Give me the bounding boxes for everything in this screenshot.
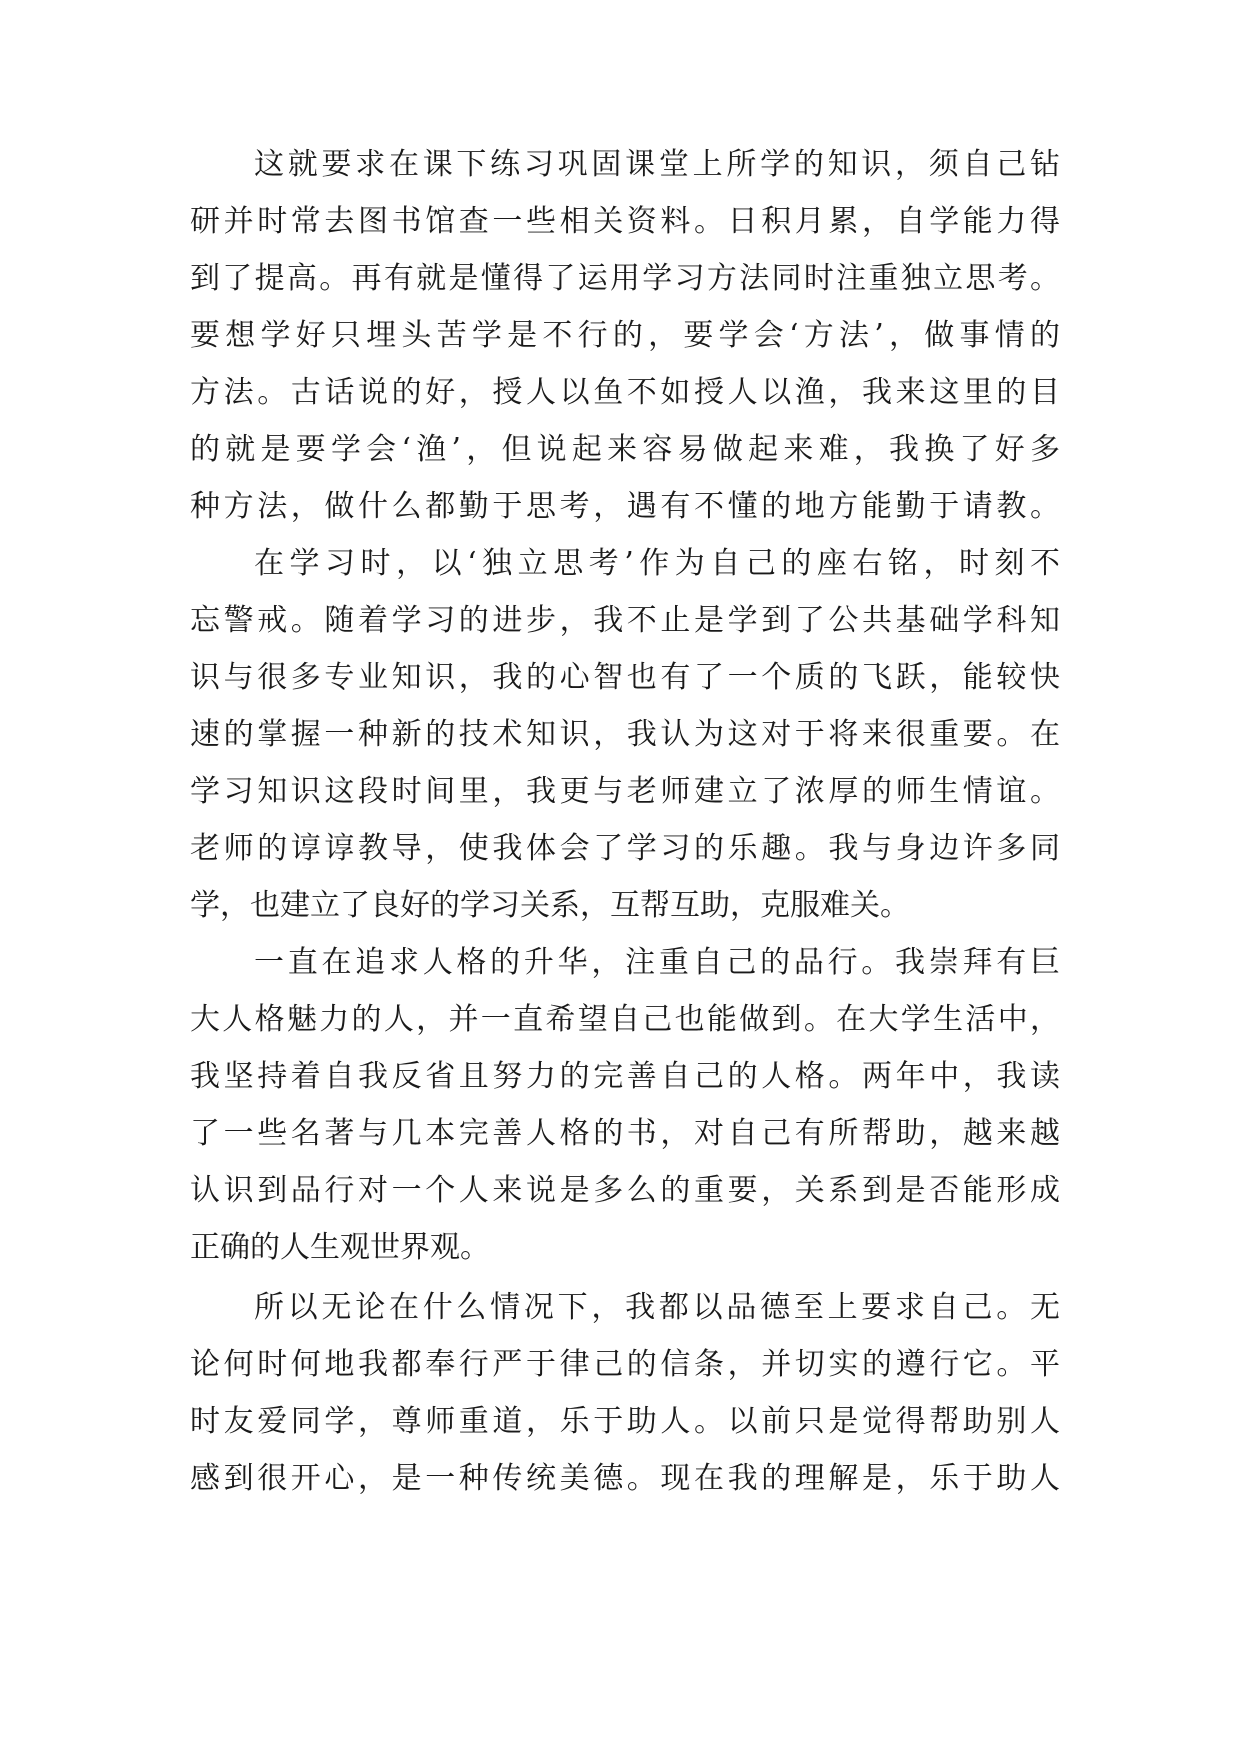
text-line: 认识到品行对一个人来说是多么的重要，关系到是否能形成 <box>190 1173 1060 1208</box>
text-line: 这就要求在课下练习巩固课堂上所学的知识，须自己钻 <box>254 147 1060 182</box>
text-line: 所以无论在什么情况下，我都以品德至上要求自己。无 <box>254 1290 1060 1325</box>
text-line: 的就是要学会‘渔’，但说起来容易做起来难，我换了好多 <box>190 432 1060 467</box>
text-line: 我坚持着自我反省且努力的完善自己的人格。两年中，我读 <box>190 1059 1060 1094</box>
text-line: 学习知识这段时间里，我更与老师建立了浓厚的师生情谊。 <box>190 774 1060 809</box>
text-line: 时友爱同学，尊师重道，乐于助人。以前只是觉得帮助别人 <box>190 1404 1060 1439</box>
text-line: 忘警戒。随着学习的进步，我不止是学到了公共基础学科知 <box>190 603 1060 638</box>
text-line: 老师的谆谆教导，使我体会了学习的乐趣。我与身边许多同 <box>190 831 1060 866</box>
text-line: 在学习时，以‘独立思考’作为自己的座右铭，时刻不 <box>254 546 1060 581</box>
text-line: 识与很多专业知识，我的心智也有了一个质的飞跃，能较快 <box>190 660 1060 695</box>
text-line: 研并时常去图书馆查一些相关资料。日积月累，自学能力得 <box>190 204 1060 239</box>
text-line: 大人格魅力的人，并一直希望自己也能做到。在大学生活中， <box>190 1002 1060 1037</box>
text-line: 要想学好只埋头苦学是不行的，要学会‘方法’，做事情的 <box>190 318 1060 353</box>
text-line: 方法。古话说的好，授人以鱼不如授人以渔，我来这里的目 <box>190 375 1060 410</box>
text-line: 感到很开心，是一种传统美德。现在我的理解是，乐于助人 <box>190 1461 1060 1496</box>
text-line: 了一些名著与几本完善人格的书，对自己有所帮助，越来越 <box>190 1116 1060 1151</box>
text-line: 论何时何地我都奉行严于律己的信条，并切实的遵行它。平 <box>190 1347 1060 1382</box>
text-line: 正确的人生观世界观。 <box>190 1230 490 1265</box>
text-line: 学，也建立了良好的学习关系，互帮互助，克服难关。 <box>190 888 910 923</box>
text-line: 到了提高。再有就是懂得了运用学习方法同时注重独立思考。 <box>190 261 1060 296</box>
text-line: 种方法，做什么都勤于思考，遇有不懂的地方能勤于请教。 <box>190 489 1060 524</box>
text-line: 速的掌握一种新的技术知识，我认为这对于将来很重要。在 <box>190 717 1060 752</box>
text-line: 一直在追求人格的升华，注重自己的品行。我崇拜有巨 <box>254 945 1060 980</box>
